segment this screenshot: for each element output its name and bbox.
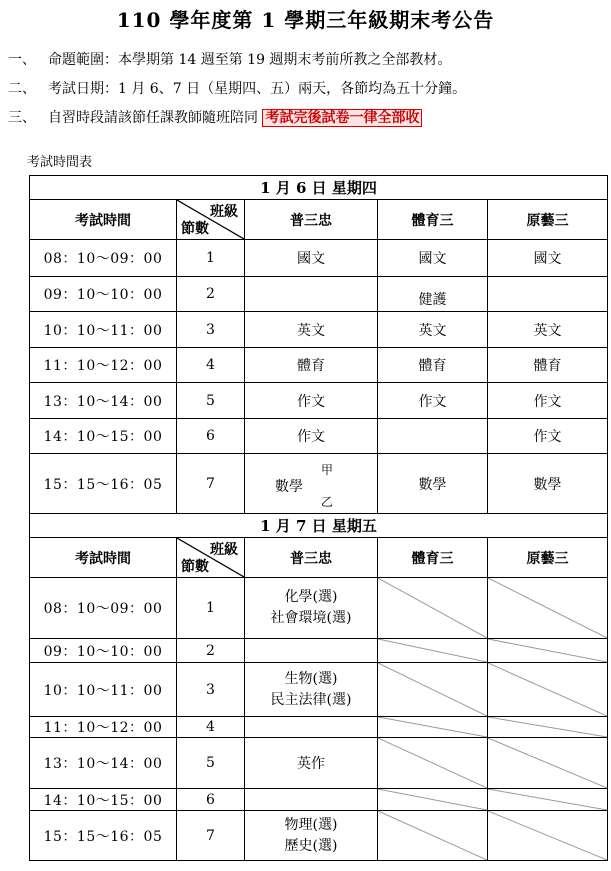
period-label: 節數	[181, 559, 209, 575]
subject-cell: 國文	[378, 240, 488, 277]
column-header-row	[30, 200, 608, 240]
time-cell: 09：10～10：00	[30, 639, 177, 663]
period-cell: 3	[177, 312, 245, 348]
class-period-header	[177, 200, 245, 240]
time-cell: 15：15～16：05	[30, 811, 177, 861]
slash-line	[378, 789, 487, 810]
slash-line	[378, 639, 487, 662]
empty-slash-cell	[378, 811, 488, 861]
table-row	[30, 312, 608, 348]
period-cell: 1	[177, 578, 245, 639]
time-cell: 13：10～14：00	[30, 738, 177, 789]
slash-line	[378, 811, 487, 860]
time-cell: 11：10～12：00	[30, 348, 177, 383]
day-header-row	[30, 514, 608, 538]
subject-cell: 體育	[488, 348, 608, 383]
subject-cell: 作文	[245, 419, 378, 454]
subject-cell	[245, 717, 378, 738]
empty-slash-cell	[378, 578, 488, 639]
subject-cell	[245, 789, 378, 811]
period-cell: 7	[177, 811, 245, 861]
notice-item-2	[8, 79, 466, 99]
subject-cell: 國文	[488, 240, 608, 277]
class-period-header	[177, 538, 245, 578]
subject-cell	[245, 277, 378, 312]
empty-slash-cell	[488, 663, 608, 717]
notice-item-3	[8, 108, 422, 128]
subject-cell: 作文	[245, 383, 378, 419]
subject-cell	[488, 277, 608, 312]
subject-cell	[245, 639, 378, 663]
table-row	[30, 663, 608, 717]
period-cell: 1	[177, 240, 245, 277]
day-label: 1 月 6 日 星期四	[30, 176, 608, 200]
subject-cell: 英作	[245, 738, 378, 789]
subject-cell: 數學	[378, 454, 488, 514]
col-header: 普三忠	[245, 538, 378, 578]
notice-text: 命題範圍：本學期第 14 週至第 19 週期末考前所教之全部教材。	[48, 52, 452, 68]
slash-line	[378, 578, 487, 638]
time-cell: 08：10～09：00	[30, 240, 177, 277]
period-cell: 5	[177, 383, 245, 419]
subject-line: 歷史(選)	[284, 837, 338, 854]
empty-slash-cell	[378, 717, 488, 738]
empty-slash-cell	[378, 663, 488, 717]
period-cell: 5	[177, 738, 245, 789]
notice-text: 考試日期：1 月 6、7 日（星期四、五）兩天，各節均為五十分鐘。	[48, 81, 467, 97]
subject-line: 民主法律(選)	[270, 691, 352, 708]
slash-line	[488, 578, 607, 638]
time-cell: 11：10～12：00	[30, 717, 177, 738]
subject-cell	[245, 811, 378, 861]
subject-cell: 體育	[378, 348, 488, 383]
period-cell: 6	[177, 419, 245, 454]
time-header: 考試時間	[30, 538, 177, 578]
table-row	[30, 639, 608, 663]
slash-line	[488, 789, 607, 810]
table-row	[30, 789, 608, 811]
col-header: 體育三	[378, 538, 488, 578]
subject-cell: 國文	[245, 240, 378, 277]
empty-slash-cell	[378, 789, 488, 811]
notice-text: 自習時段請該節任課教師隨班陪同	[48, 110, 258, 126]
table-row	[30, 240, 608, 277]
table-row	[30, 578, 608, 639]
empty-slash-cell	[488, 578, 608, 639]
period-cell: 6	[177, 789, 245, 811]
notice-item-1	[8, 50, 451, 70]
subject-line: 社會環境(選)	[270, 610, 352, 626]
slash-line	[488, 717, 607, 737]
subject-cell: 體育	[245, 348, 378, 383]
table-row	[30, 383, 608, 419]
time-cell: 09：10～10：00	[30, 277, 177, 312]
time-cell: 15：15～16：05	[30, 454, 177, 514]
empty-slash-cell	[488, 738, 608, 789]
table-row	[30, 454, 608, 514]
table-row	[30, 811, 608, 861]
period-cell: 7	[177, 454, 245, 514]
subject-line: 化學(選)	[284, 589, 338, 605]
class-label: 班級	[210, 542, 238, 558]
subject-cell	[245, 454, 378, 514]
empty-slash-cell	[488, 789, 608, 811]
subject-cell: 健護	[378, 277, 488, 312]
slash-line	[488, 663, 607, 716]
col-header: 原藝三	[488, 200, 608, 240]
table-caption: 考試時間表	[27, 155, 93, 170]
empty-slash-cell	[378, 639, 488, 663]
table-row	[30, 348, 608, 383]
notice-number: 三、	[8, 110, 36, 126]
subject-name: 數學	[275, 478, 303, 495]
subject-cell: 數學	[488, 454, 608, 514]
time-cell: 10：10～11：00	[30, 312, 177, 348]
time-cell: 13：10～14：00	[30, 383, 177, 419]
period-label: 節數	[181, 221, 209, 237]
subject-cell	[245, 663, 378, 717]
empty-slash-cell	[488, 811, 608, 861]
subject-line: 生物(選)	[284, 670, 338, 687]
group-label: 甲	[321, 462, 334, 477]
subject-cell	[378, 419, 488, 454]
col-header: 體育三	[378, 200, 488, 240]
empty-slash-cell	[488, 717, 608, 738]
col-header: 普三忠	[245, 200, 378, 240]
subject-line: 物理(選)	[284, 816, 338, 833]
notice-number: 一、	[8, 52, 36, 68]
subject-cell: 英文	[488, 312, 608, 348]
slash-line	[378, 663, 487, 716]
group-label: 乙	[321, 494, 334, 509]
slash-line	[488, 738, 607, 788]
class-label: 班級	[210, 204, 238, 220]
slash-line	[378, 717, 487, 737]
col-header: 原藝三	[488, 538, 608, 578]
period-cell: 2	[177, 277, 245, 312]
period-cell: 3	[177, 663, 245, 717]
day-label: 1 月 7 日 星期五	[30, 514, 608, 538]
time-cell: 10：10～11：00	[30, 663, 177, 717]
table-row	[30, 419, 608, 454]
period-cell: 4	[177, 717, 245, 738]
empty-slash-cell	[378, 738, 488, 789]
time-header: 考試時間	[30, 200, 177, 240]
table-row	[30, 277, 608, 312]
period-cell: 4	[177, 348, 245, 383]
empty-slash-cell	[488, 639, 608, 663]
subject-cell: 英文	[378, 312, 488, 348]
period-cell: 2	[177, 639, 245, 663]
day-header-row	[30, 176, 608, 200]
subject-cell	[245, 578, 378, 639]
slash-line	[378, 738, 487, 788]
subject-cell: 作文	[378, 383, 488, 419]
slash-line	[488, 811, 607, 860]
page-title: 110 學年度第 1 學期三年級期末考公告	[116, 8, 495, 32]
time-cell: 14：10～15：00	[30, 789, 177, 811]
subject-cell: 英文	[245, 312, 378, 348]
subject-cell: 作文	[488, 383, 608, 419]
table-row	[30, 717, 608, 738]
subject-cell: 作文	[488, 419, 608, 454]
notice-number: 二、	[8, 81, 36, 97]
exam-schedule-table	[29, 175, 608, 861]
time-cell: 14：10～15：00	[30, 419, 177, 454]
time-cell: 08：10～09：00	[30, 578, 177, 639]
slash-line	[488, 639, 607, 662]
highlight-notice: 考試完後試卷一律全部收	[262, 109, 422, 127]
table-row	[30, 738, 608, 789]
column-header-row	[30, 538, 608, 578]
